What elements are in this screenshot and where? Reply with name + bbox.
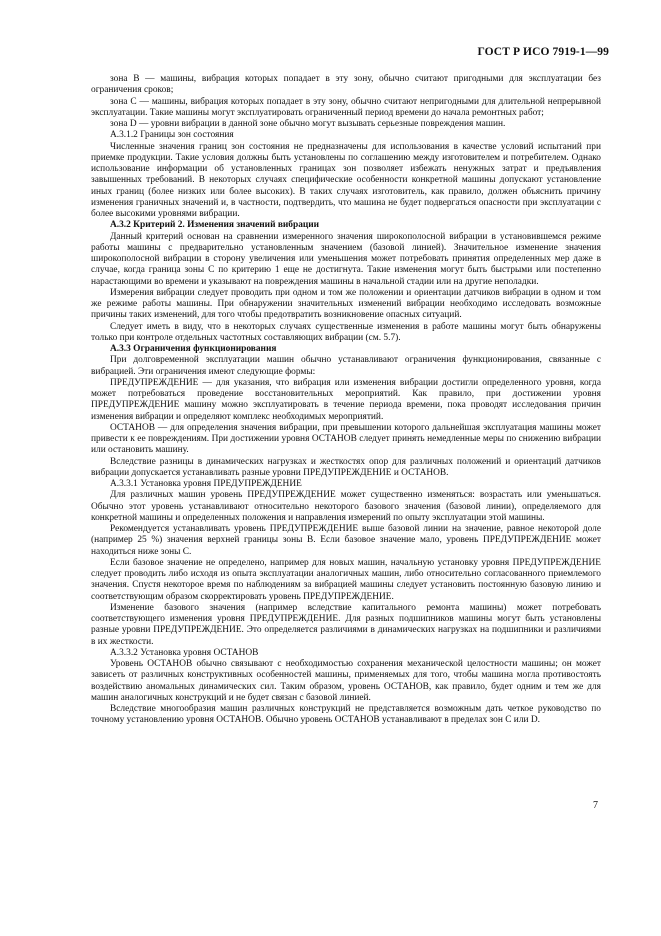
- paragraph: Измерения вибрации следует проводить при одном и том же положении и ориентации датчиков вибрации в одном и том же режиме работы машины. При обнаружении значительных изменений вибрации необходимо исследовать возможные причины таких изменений, для того чтобы предотвратить возникновение опасных ситуаций.: [91, 287, 601, 321]
- paragraph: Если базовое значение не определено, например для новых машин, начальную установку уровня ПРЕДУПРЕЖДЕНИЕ следует проводить либо исходя из опыта эксплуатации аналогичных машин, либо относительно согласованного приемлемого значения. Спустя некоторое время по наблюдениям за вибрацией машины следует установить постоянную базовую линию и соответствующим образом скорректировать уровень ПРЕДУПРЕЖДЕНИЕ.: [91, 557, 601, 602]
- paragraph: ОСТАНОВ — для определения значения вибрации, при превышении которого дальнейшая эксплуатация машины может привести к ее повреждениям. При достижении уровня ОСТАНОВ следует принять немедленные меры по снижению вибрации или остановить машину.: [91, 422, 601, 456]
- paragraph: Численные значения границ зон состояния не предназначены для использования в качестве условий испытаний при приемке продукции. Такие условия должны быть установлены по соглашению между изготовителем и потребителем. Однако использование информации об установленных границах зон позволяет избежать ненужных затрат и предъявления завышенных требований. В некоторых случаях специфические особенности конкретной машины допускают установление иных границ (более низких или более высоких). В таких случаях изготовитель, как правило, должен объяснить причину изменения граничных значений и, в частности, подтвердить, что машина не будет подвергаться опасности при эксплуатации с более высокими уровнями вибрации.: [91, 141, 601, 219]
- section-heading: А.3.3 Ограничения функционирования: [110, 344, 277, 354]
- paragraph: зона D — уровни вибрации в данной зоне обычно могут вызывать серьезные повреждения машин.: [110, 119, 506, 129]
- document-body: [91, 74, 601, 727]
- page-number: 7: [593, 800, 598, 811]
- paragraph: Рекомендуется устанавливать уровень ПРЕДУПРЕЖДЕНИЕ выше базовой линии на значение, равное некоторой доле (например 25 %) значения верхней границы зоны В. Если базовое значение мало, уровень ПРЕДУПРЕЖДЕНИЕ может находиться ниже зоны С.: [91, 524, 601, 557]
- paragraph: Уровень ОСТАНОВ обычно связывают с необходимостью сохранения механической целостности машины; он может зависеть от различных конструктивных особенностей машины, применяемых для того, чтобы машина могла противостоять воздействию аномальных динамических сил. Таким образом, уровень ОСТАНОВ, как правило, будет одним и тем же для машин аналогичных конструкций и не будет связан с базовой линией.: [91, 659, 601, 703]
- paragraph: Данный критерий основан на сравнении измеренного значения широкополосной вибрации в установившемся режиме работы машины с предварительно установленным значением (базовой линией). Значительное изменение значения широкополосной вибрации в сторону увеличения или уменьшения может потребовать принятия определенных мер даже в случае, когда граница зоны С по критерию 1 еще не достигнута. Такие изменения могут быть быстрыми или постепенно нарастающими во времени и указывают на повреждения машины в начальной стадии или на другие неполадки.: [91, 231, 601, 287]
- paragraph: зона С — машины, вибрация которых попадает в эту зону, обычно считают непригодными для длительной непрерывной эксплуатации. Такие машины могут эксплуатировать ограниченный период времени до начала ремонтных работ;: [91, 96, 601, 118]
- paragraph: При долговременной эксплуатации машин обычно устанавливают ограничения функционирования, связанные с вибрацией. Эти ограничения имеют следующие формы:: [91, 355, 601, 377]
- paragraph: Вследствие многообразия машин различных конструкций не представляется возможным дать четкое руководство по точному установлению уровня ОСТАНОВ. Обычно уровень ОСТАНОВ устанавливают в пределах зон С или D.: [91, 704, 601, 726]
- paragraph: Вследствие разницы в динамических нагрузках и жесткостях опор для различных положений и ориентаций датчиков вибрации допускается устанавливать разные уровни ПРЕДУПРЕЖДЕНИЕ и ОСТАНОВ.: [91, 456, 601, 478]
- paragraph: А.3.3.2 Установка уровня ОСТАНОВ: [110, 647, 259, 658]
- section-heading: А.3.2 Критерий 2. Изменения значений вибрации: [110, 220, 320, 231]
- document-header: ГОСТ Р ИСО 7919-1—99: [477, 46, 609, 58]
- paragraph: А.3.3.1 Установка уровня ПРЕДУПРЕЖДЕНИЕ: [110, 479, 302, 489]
- paragraph: Следует иметь в виду, что в некоторых случаях существенные изменения в работе машины могут быть обнаружены только при контроле отдельных частотных составляющих вибрации (см. 5.7).: [91, 321, 601, 343]
- paragraph: ПРЕДУПРЕЖДЕНИЕ — для указания, что вибрация или изменения вибрации достигли определенного уровня, когда может потребоваться проведение восстановительных мероприятий. Как правило, при достижении уровня ПРЕДУПРЕЖДЕНИЕ машину можно эксплуатировать в течение периода времени, пока проводят исследования причин изменения вибрации и определяют комплекс необходимых мероприятий.: [91, 377, 601, 422]
- paragraph: А.3.1.2 Границы зон состояния: [110, 130, 234, 141]
- paragraph: Изменение базового значения (например вследствие капитального ремонта машины) может потребовать соответствующего изменения уровня ПРЕДУПРЕЖДЕНИЕ. Для разных подшипников машины могут быть установлены разные уровни ПРЕДУПРЕЖДЕНИЕ. Это определяется различиями в динамических нагрузках на подшипники и различиями в их жесткости.: [91, 602, 601, 647]
- paragraph: зона В — машины, вибрация которых попадает в эту зону, обычно считают пригодными для эксплуатации без ограничения сроков;: [91, 74, 601, 96]
- paragraph: Для различных машин уровень ПРЕДУПРЕЖДЕНИЕ может существенно изменяться: возрастать или уменьшаться. Обычно этот уровень устанавливают относительно некоторого базового значения (базовой линии), определяемого для конкретной машины и определенных положения и направления измерений по опыту эксплуатации этой машины.: [91, 490, 601, 523]
